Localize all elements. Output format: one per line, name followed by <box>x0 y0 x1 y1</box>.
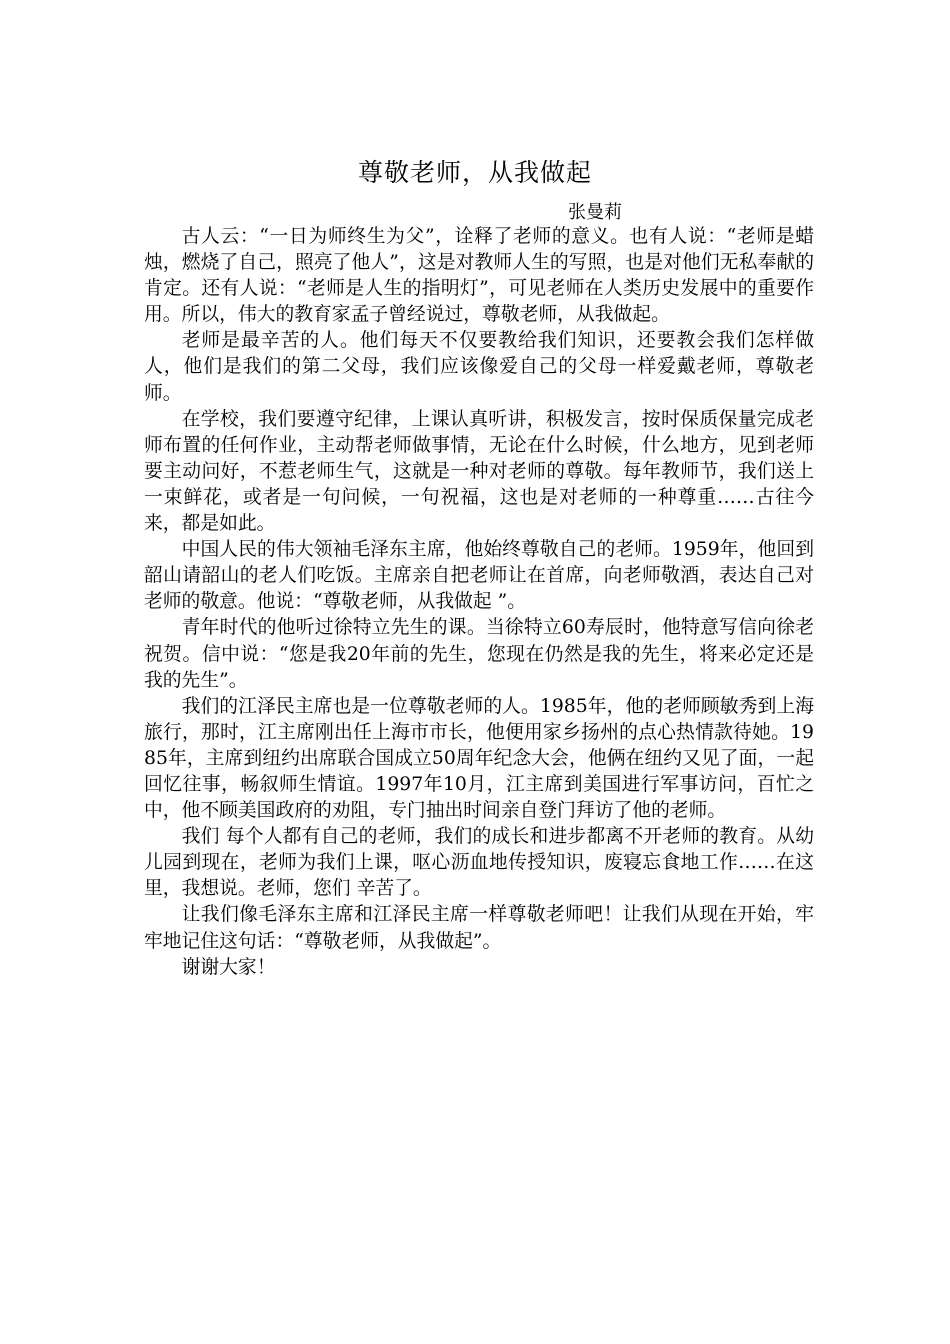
author-name: 张曼莉 <box>568 202 622 223</box>
document-title: 尊敬老师，从我做起 <box>357 158 592 187</box>
paragraph-8: 让我们像毛泽东主席和江泽民主席一样尊敬老师吧！让我们从现在开始，牢牢地记住这句话：“尊敬老师，从我做起”。 <box>144 904 814 952</box>
document-body <box>144 224 814 981</box>
paragraph-7: 我们 每个人都有自己的老师，我们的成长和进步都离不开老师的教育。从幼儿园到现在，老师为我们上课，呕心沥血地传授知识，废寝忘食地工作……在这里，我想说。老师，您们 辛苦了。 <box>144 826 814 900</box>
paragraph-5: 青年时代的他听过徐特立先生的课。当徐特立60寿辰时，他特意写信向徐老祝贺。信中说：“您是我20年前的先生，您现在仍然是我的先生，将来必定还是我的先生”。 <box>144 617 814 691</box>
paragraph-1: 古人云：“一日为师终生为父”，诠释了老师的意义。也有人说：“老师是蜡烛，燃烧了自己，照亮了他人”，这是对教师人生的写照，也是对他们无私奉献的肯定。还有人说：“老师是人生的指明灯”，可见老师在人类历史发展中的重要作用。所以，伟大的教育家孟子曾经说过，尊敬老师，从我做起。 <box>144 226 814 326</box>
paragraph-2: 老师是最辛苦的人。他们每天不仅要教给我们知识，还要教会我们怎样做人，他们是我们的第二父母，我们应该像爱自己的父母一样爱戴老师，尊敬老师。 <box>144 330 814 404</box>
paragraph-4: 中国人民的伟大领袖毛泽东主席，他始终尊敬自己的老师。1959年，他回到韶山请韶山的老人们吃饭。主席亲自把老师让在首席，向老师敬酒，表达自己对老师的敬意。他说：“尊敬老师，从我做起 ”。 <box>144 539 814 613</box>
paragraph-3: 在学校，我们要遵守纪律，上课认真听讲，积极发言，按时保质保量完成老师布置的任何作业，主动帮老师做事情，无论在什么时候，什么地方，见到老师要主动问好，不惹老师生气，这就是一种对老师的尊敬。每年教师节，我们送上一束鲜花，或者是一句问候，一句祝福，这也是对老师的一种尊重……古往今来，都是如此。 <box>144 408 814 535</box>
closing-line: 谢谢大家！ <box>181 956 276 978</box>
paragraph-6: 我们的江泽民主席也是一位尊敬老师的人。1985年，他的老师顾敏秀到上海旅行，那时，江主席刚出任上海市市长，他便用家乡扬州的点心热情款待她。1985年，主席到纽约出席联合国成立50周年纪念大会，他俩在纽约又见了面，一起回忆往事，畅叙师生情谊。1997年10月，江主席到美国进行军事访问，百忙之中，他不顾美国政府的劝阻，专门抽出时间亲自登门拜访了他的老师。 <box>144 695 814 822</box>
